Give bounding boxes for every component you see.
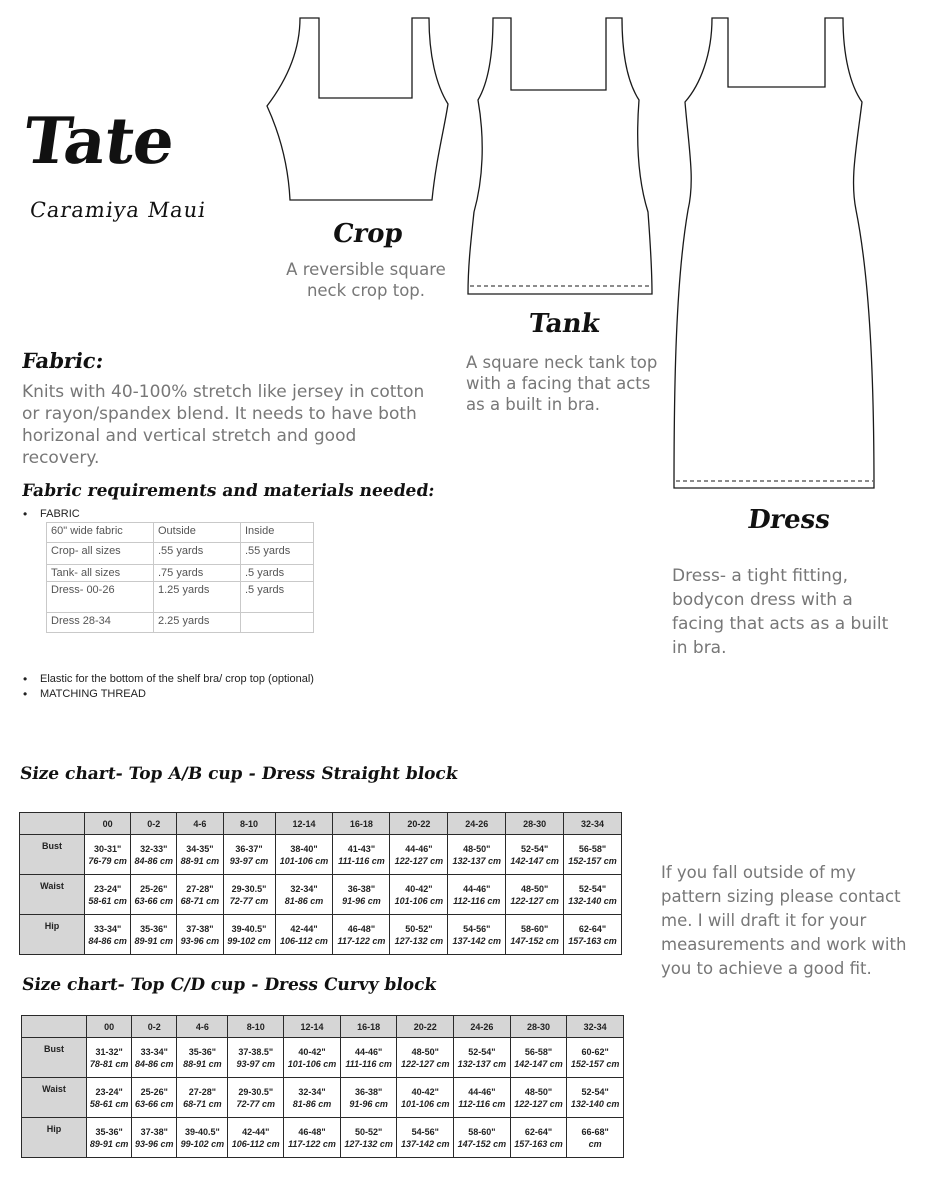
crop-top-illustration — [267, 18, 448, 200]
cm-value: 88-91 cm — [183, 1058, 222, 1069]
measurement-label: Waist — [22, 1078, 87, 1118]
table-cell — [448, 915, 506, 955]
size-header: 16-18 — [340, 1016, 397, 1038]
table-cell — [241, 613, 314, 633]
table-row — [47, 523, 314, 543]
cm-value: 127-132 cm — [344, 1138, 393, 1149]
table-cell — [87, 1038, 132, 1078]
inch-value: 42-44" — [290, 923, 318, 934]
inch-value: 36-37" — [235, 843, 263, 854]
inch-value: 27-28" — [188, 1086, 216, 1097]
inch-value: 29-30.5" — [231, 883, 267, 894]
table-cell — [333, 875, 390, 915]
table-cell — [131, 875, 177, 915]
inch-value: 46-48" — [298, 1126, 326, 1137]
size-header: 20-22 — [390, 813, 448, 835]
inch-value: 46-48" — [347, 923, 376, 934]
cm-value: 122-127 cm — [514, 1098, 563, 1109]
inch-value: 23-24" — [93, 883, 122, 894]
table-cell: .5 yards — [241, 565, 314, 582]
inch-value: 36-38" — [354, 1086, 383, 1097]
inch-value: 62-64" — [524, 1126, 553, 1137]
size-header: 0-2 — [132, 1016, 177, 1038]
cm-value: 101-106 cm — [287, 1058, 337, 1069]
inch-value: 36-38" — [347, 883, 376, 894]
requirements-heading: Fabric requirements and materials needed: — [20, 481, 436, 501]
table-cell: 2.25 yards — [154, 613, 241, 633]
cm-value: 101-106 cm — [279, 855, 329, 866]
table-cell — [454, 1118, 511, 1158]
cm-value: 137-142 cm — [452, 935, 502, 946]
table-cell — [228, 1118, 284, 1158]
cm-value: 101-106 cm — [400, 1098, 450, 1109]
inch-value: 39-40.5" — [231, 923, 267, 934]
inch-value: 48-50" — [411, 1046, 439, 1057]
table-cell — [131, 915, 177, 955]
tank-title: Tank — [526, 309, 602, 339]
table-cell — [85, 835, 131, 875]
table-row — [22, 1078, 624, 1118]
inch-value: 40-42" — [411, 1086, 439, 1097]
table-cell: Dress 28-34 — [47, 613, 154, 633]
inch-value: 33-34" — [93, 923, 122, 934]
table-cell — [564, 915, 622, 955]
table-cell: Outside — [154, 523, 241, 543]
cm-value: 142-147 cm — [514, 1058, 563, 1069]
table-cell — [284, 1078, 341, 1118]
inch-value: 48-50" — [520, 883, 549, 894]
inch-value: 35-36" — [95, 1126, 123, 1137]
inch-value: 31-32" — [95, 1046, 123, 1057]
table-cell — [448, 835, 506, 875]
tank-top-illustration — [468, 18, 652, 294]
cm-value: 93-96 cm — [180, 935, 220, 946]
size-header: 4-6 — [177, 813, 223, 835]
cm-value: 78-81 cm — [89, 1058, 129, 1069]
inch-value: 44-46" — [468, 1086, 496, 1097]
size-header: 32-34 — [564, 813, 622, 835]
table-row — [20, 915, 622, 955]
table-row — [20, 875, 622, 915]
cm-value: 152-157 cm — [568, 855, 617, 866]
cm-value: 117-122 cm — [337, 935, 386, 946]
table-cell — [275, 915, 333, 955]
inch-value: 54-56" — [411, 1126, 439, 1137]
table-cell — [228, 1078, 284, 1118]
table-cell: Inside — [241, 523, 314, 543]
table-cell — [275, 835, 333, 875]
cm-value: 122-127 cm — [400, 1058, 450, 1069]
table-cell — [87, 1118, 132, 1158]
cm-value: 132-140 cm — [568, 895, 617, 906]
table-cell — [223, 875, 275, 915]
table-cell — [275, 875, 333, 915]
table-cell — [177, 1038, 228, 1078]
table-row — [22, 1038, 624, 1078]
inch-value: 52-54" — [468, 1046, 496, 1057]
dress-description: Dress- a tight fitting, bodycon dress with a facing that acts as a built in bra. — [672, 566, 889, 658]
size-header: 4-6 — [177, 1016, 228, 1038]
cm-value: 91-96 cm — [349, 1098, 388, 1109]
table-cell — [85, 915, 131, 955]
table-cell — [85, 875, 131, 915]
size-chart-cd-table — [21, 1015, 624, 1158]
bullet-fabric: • FABRIC — [40, 508, 80, 520]
table-row — [47, 543, 314, 565]
inch-value: 37-38" — [140, 1126, 168, 1137]
cm-value: 58-61 cm — [88, 895, 127, 906]
cm-value: 84-86 cm — [134, 855, 174, 866]
size-header: 28-30 — [510, 1016, 567, 1038]
table-cell — [390, 835, 448, 875]
designer-name: Caramiya Maui — [28, 198, 208, 222]
inch-value: 35-36" — [188, 1046, 216, 1057]
table-header-row — [20, 813, 622, 835]
size-header: 20-22 — [397, 1016, 454, 1038]
inch-value: 41-43" — [347, 843, 376, 854]
table-cell — [397, 1038, 454, 1078]
table-cell: .75 yards — [154, 565, 241, 582]
inch-value: 58-60" — [520, 923, 549, 934]
inch-value: 38-40" — [290, 843, 318, 854]
inch-value: 50-52" — [405, 923, 433, 934]
header-corner — [20, 813, 85, 835]
table-cell — [131, 835, 177, 875]
table-cell — [340, 1118, 397, 1158]
table-cell — [506, 835, 564, 875]
inch-value: 50-52" — [354, 1126, 383, 1137]
dress-title: Dress — [745, 505, 833, 535]
inch-value: 58-60" — [468, 1126, 496, 1137]
table-cell — [567, 1078, 624, 1118]
table-cell — [448, 875, 506, 915]
inch-value: 54-56" — [463, 923, 491, 934]
cm-value: 93-96 cm — [135, 1138, 174, 1149]
crop-title: Crop — [330, 219, 406, 249]
inch-value: 34-35" — [186, 843, 214, 854]
measurement-label: Hip — [20, 915, 85, 955]
fabric-description: Knits with 40-100% stretch like jersey in cotton or rayon/spandex blend. It needs to have both horizonal and vertical stretch and good recovery. — [22, 382, 425, 468]
fabric-requirements-table — [46, 522, 314, 633]
size-chart-ab-table — [19, 812, 622, 955]
inch-value: 52-54" — [520, 843, 549, 854]
inch-value: 66-68" — [581, 1126, 609, 1137]
table-cell — [397, 1118, 454, 1158]
cm-value: 142-147 cm — [510, 855, 559, 866]
table-row — [47, 582, 314, 613]
inch-value: 25-26" — [140, 1086, 168, 1097]
cm-value: 63-66 cm — [134, 895, 174, 906]
size-header: 24-26 — [454, 1016, 511, 1038]
cm-value: 112-116 cm — [453, 895, 501, 906]
cm-value: 137-142 cm — [400, 1138, 450, 1149]
table-cell — [223, 915, 275, 955]
inch-value: 44-46" — [405, 843, 433, 854]
table-cell — [564, 875, 622, 915]
table-cell — [506, 915, 564, 955]
inch-value: 32-34" — [290, 883, 318, 894]
cm-value: 72-77 cm — [236, 1098, 275, 1109]
cm-value: 91-96 cm — [342, 895, 381, 906]
table-cell — [510, 1078, 567, 1118]
size-header: 28-30 — [506, 813, 564, 835]
inch-value: 39-40.5" — [184, 1126, 220, 1137]
table-cell — [390, 875, 448, 915]
cm-value: 111-116 cm — [338, 855, 385, 866]
cm-value: 122-127 cm — [510, 895, 559, 906]
size-chart-cd-heading: Size chart- Top C/D cup - Dress Curvy block — [20, 975, 438, 995]
size-header: 00 — [85, 813, 131, 835]
inch-value: 37-38" — [186, 923, 214, 934]
table-cell — [284, 1038, 341, 1078]
cm-value: 88-91 cm — [180, 855, 220, 866]
cm-value: 99-102 cm — [180, 1138, 225, 1149]
cm-value: 84-86 cm — [135, 1058, 174, 1069]
size-header: 12-14 — [275, 813, 333, 835]
size-header: 12-14 — [284, 1016, 341, 1038]
table-cell — [454, 1038, 511, 1078]
cm-value: 132-140 cm — [570, 1098, 620, 1109]
size-chart-ab-heading: Size chart- Top A/B cup - Dress Straight block — [18, 764, 460, 784]
cm-value: 127-132 cm — [394, 935, 444, 946]
cm-value: 106-112 cm — [231, 1138, 280, 1149]
cm-value: 132-137 cm — [457, 1058, 507, 1069]
table-cell: .55 yards — [241, 543, 314, 565]
inch-value: 33-34" — [140, 1046, 168, 1057]
tank-description: A square neck tank top with a facing that acts as a built in bra. — [466, 353, 658, 414]
table-cell: 60" wide fabric — [47, 523, 154, 543]
size-header: 24-26 — [448, 813, 506, 835]
size-header: 16-18 — [333, 813, 390, 835]
inch-value: 23-24" — [95, 1086, 123, 1097]
table-cell — [284, 1118, 341, 1158]
table-cell: .5 yards — [241, 582, 314, 613]
inch-value: 60-62" — [581, 1046, 609, 1057]
cm-value: 68-71 cm — [180, 895, 220, 906]
cm-value: 147-152 cm — [510, 935, 559, 946]
table-header-row — [22, 1016, 624, 1038]
table-cell: .55 yards — [154, 543, 241, 565]
table-row — [20, 835, 622, 875]
inch-value: 44-46" — [354, 1046, 383, 1057]
inch-value: 52-54" — [581, 1086, 609, 1097]
table-cell — [132, 1118, 177, 1158]
table-cell — [333, 915, 390, 955]
table-row — [47, 613, 314, 633]
inch-value: 44-46" — [463, 883, 491, 894]
bullet-elastic: • Elastic for the bottom of the shelf bra/ crop top (optional) — [40, 673, 314, 685]
table-cell — [567, 1038, 624, 1078]
table-cell — [132, 1078, 177, 1118]
cm-value: 101-106 cm — [394, 895, 444, 906]
bullet-thread: • MATCHING THREAD — [40, 688, 146, 700]
cm-value: 122-127 cm — [394, 855, 444, 866]
inch-value: 40-42" — [405, 883, 433, 894]
cm-value: 117-122 cm — [288, 1138, 336, 1149]
cm-value: 157-163 cm — [514, 1138, 563, 1149]
inch-value: 25-26" — [140, 883, 168, 894]
fabric-heading: Fabric: — [20, 348, 106, 373]
size-header: 8-10 — [228, 1016, 284, 1038]
inch-value: 52-54" — [578, 883, 607, 894]
inch-value: 37-38.5" — [238, 1046, 274, 1057]
cm-value: 152-157 cm — [570, 1058, 620, 1069]
cm-value: 89-91 cm — [89, 1138, 129, 1149]
table-cell — [340, 1078, 397, 1118]
measurement-label: Waist — [20, 875, 85, 915]
inch-value: 62-64" — [578, 923, 607, 934]
table-row — [22, 1118, 624, 1158]
table-cell — [567, 1118, 624, 1158]
cm-value: 84-86 cm — [88, 935, 127, 946]
header-corner — [22, 1016, 87, 1038]
cm-value: 93-97 cm — [236, 1058, 275, 1069]
cm-value: 81-86 cm — [284, 895, 324, 906]
table-cell — [177, 915, 223, 955]
cm-value: 106-112 cm — [280, 935, 328, 946]
table-cell — [397, 1078, 454, 1118]
cm-value: 132-137 cm — [452, 855, 502, 866]
table-cell — [390, 915, 448, 955]
inch-value: 56-58" — [524, 1046, 553, 1057]
cm-value: 76-79 cm — [88, 855, 127, 866]
cm-value: 68-71 cm — [183, 1098, 222, 1109]
inch-value: 48-50" — [463, 843, 491, 854]
table-cell — [228, 1038, 284, 1078]
table-cell — [177, 1078, 228, 1118]
inch-value: 48-50" — [524, 1086, 553, 1097]
pattern-title: Tate — [18, 104, 179, 179]
size-header: 32-34 — [567, 1016, 624, 1038]
cm-value: 99-102 cm — [227, 935, 271, 946]
inch-value: 29-30.5" — [238, 1086, 274, 1097]
cm-value: 89-91 cm — [134, 935, 174, 946]
table-cell — [177, 835, 223, 875]
table-cell — [564, 835, 622, 875]
size-header: 00 — [87, 1016, 132, 1038]
cm-value: 81-86 cm — [292, 1098, 332, 1109]
table-cell — [454, 1078, 511, 1118]
crop-description: A reversible square neck crop top. — [286, 260, 446, 300]
measurement-label: Hip — [22, 1118, 87, 1158]
table-cell — [510, 1038, 567, 1078]
table-cell — [333, 835, 390, 875]
size-header: 8-10 — [223, 813, 275, 835]
table-cell — [340, 1038, 397, 1078]
table-cell — [510, 1118, 567, 1158]
cm-value: 157-163 cm — [568, 935, 617, 946]
cm-value: 58-61 cm — [89, 1098, 129, 1109]
table-cell: Crop- all sizes — [47, 543, 154, 565]
inch-value: 42-44" — [242, 1126, 270, 1137]
inch-value: 40-42" — [298, 1046, 326, 1057]
table-cell: 1.25 yards — [154, 582, 241, 613]
cm-value: cm — [588, 1138, 602, 1149]
inch-value: 56-58" — [578, 843, 607, 854]
table-cell — [132, 1038, 177, 1078]
cm-value: 93-97 cm — [229, 855, 269, 866]
inch-value: 30-31" — [93, 843, 122, 854]
table-cell: Dress- 00-26 — [47, 582, 154, 613]
cm-value: 147-152 cm — [457, 1138, 507, 1149]
table-cell — [223, 835, 275, 875]
custom-sizing-note: If you fall outside of my pattern sizing please contact me. I will draft it for your measurements and work with you to achieve a good fit. — [661, 863, 907, 978]
size-header: 0-2 — [131, 813, 177, 835]
cm-value: 63-66 cm — [135, 1098, 174, 1109]
table-cell — [177, 1118, 228, 1158]
table-row — [47, 565, 314, 582]
inch-value: 27-28" — [186, 883, 214, 894]
table-cell — [177, 875, 223, 915]
measurement-label: Bust — [20, 835, 85, 875]
dress-illustration — [674, 18, 874, 488]
cm-value: 111-116 cm — [345, 1058, 392, 1069]
inch-value: 35-36" — [140, 923, 168, 934]
cm-value: 112-116 cm — [458, 1098, 506, 1109]
measurement-label: Bust — [22, 1038, 87, 1078]
table-cell — [87, 1078, 132, 1118]
table-cell: Tank- all sizes — [47, 565, 154, 582]
cm-value: 72-77 cm — [229, 895, 269, 906]
inch-value: 32-33" — [140, 843, 168, 854]
inch-value: 32-34" — [298, 1086, 326, 1097]
table-cell — [506, 875, 564, 915]
